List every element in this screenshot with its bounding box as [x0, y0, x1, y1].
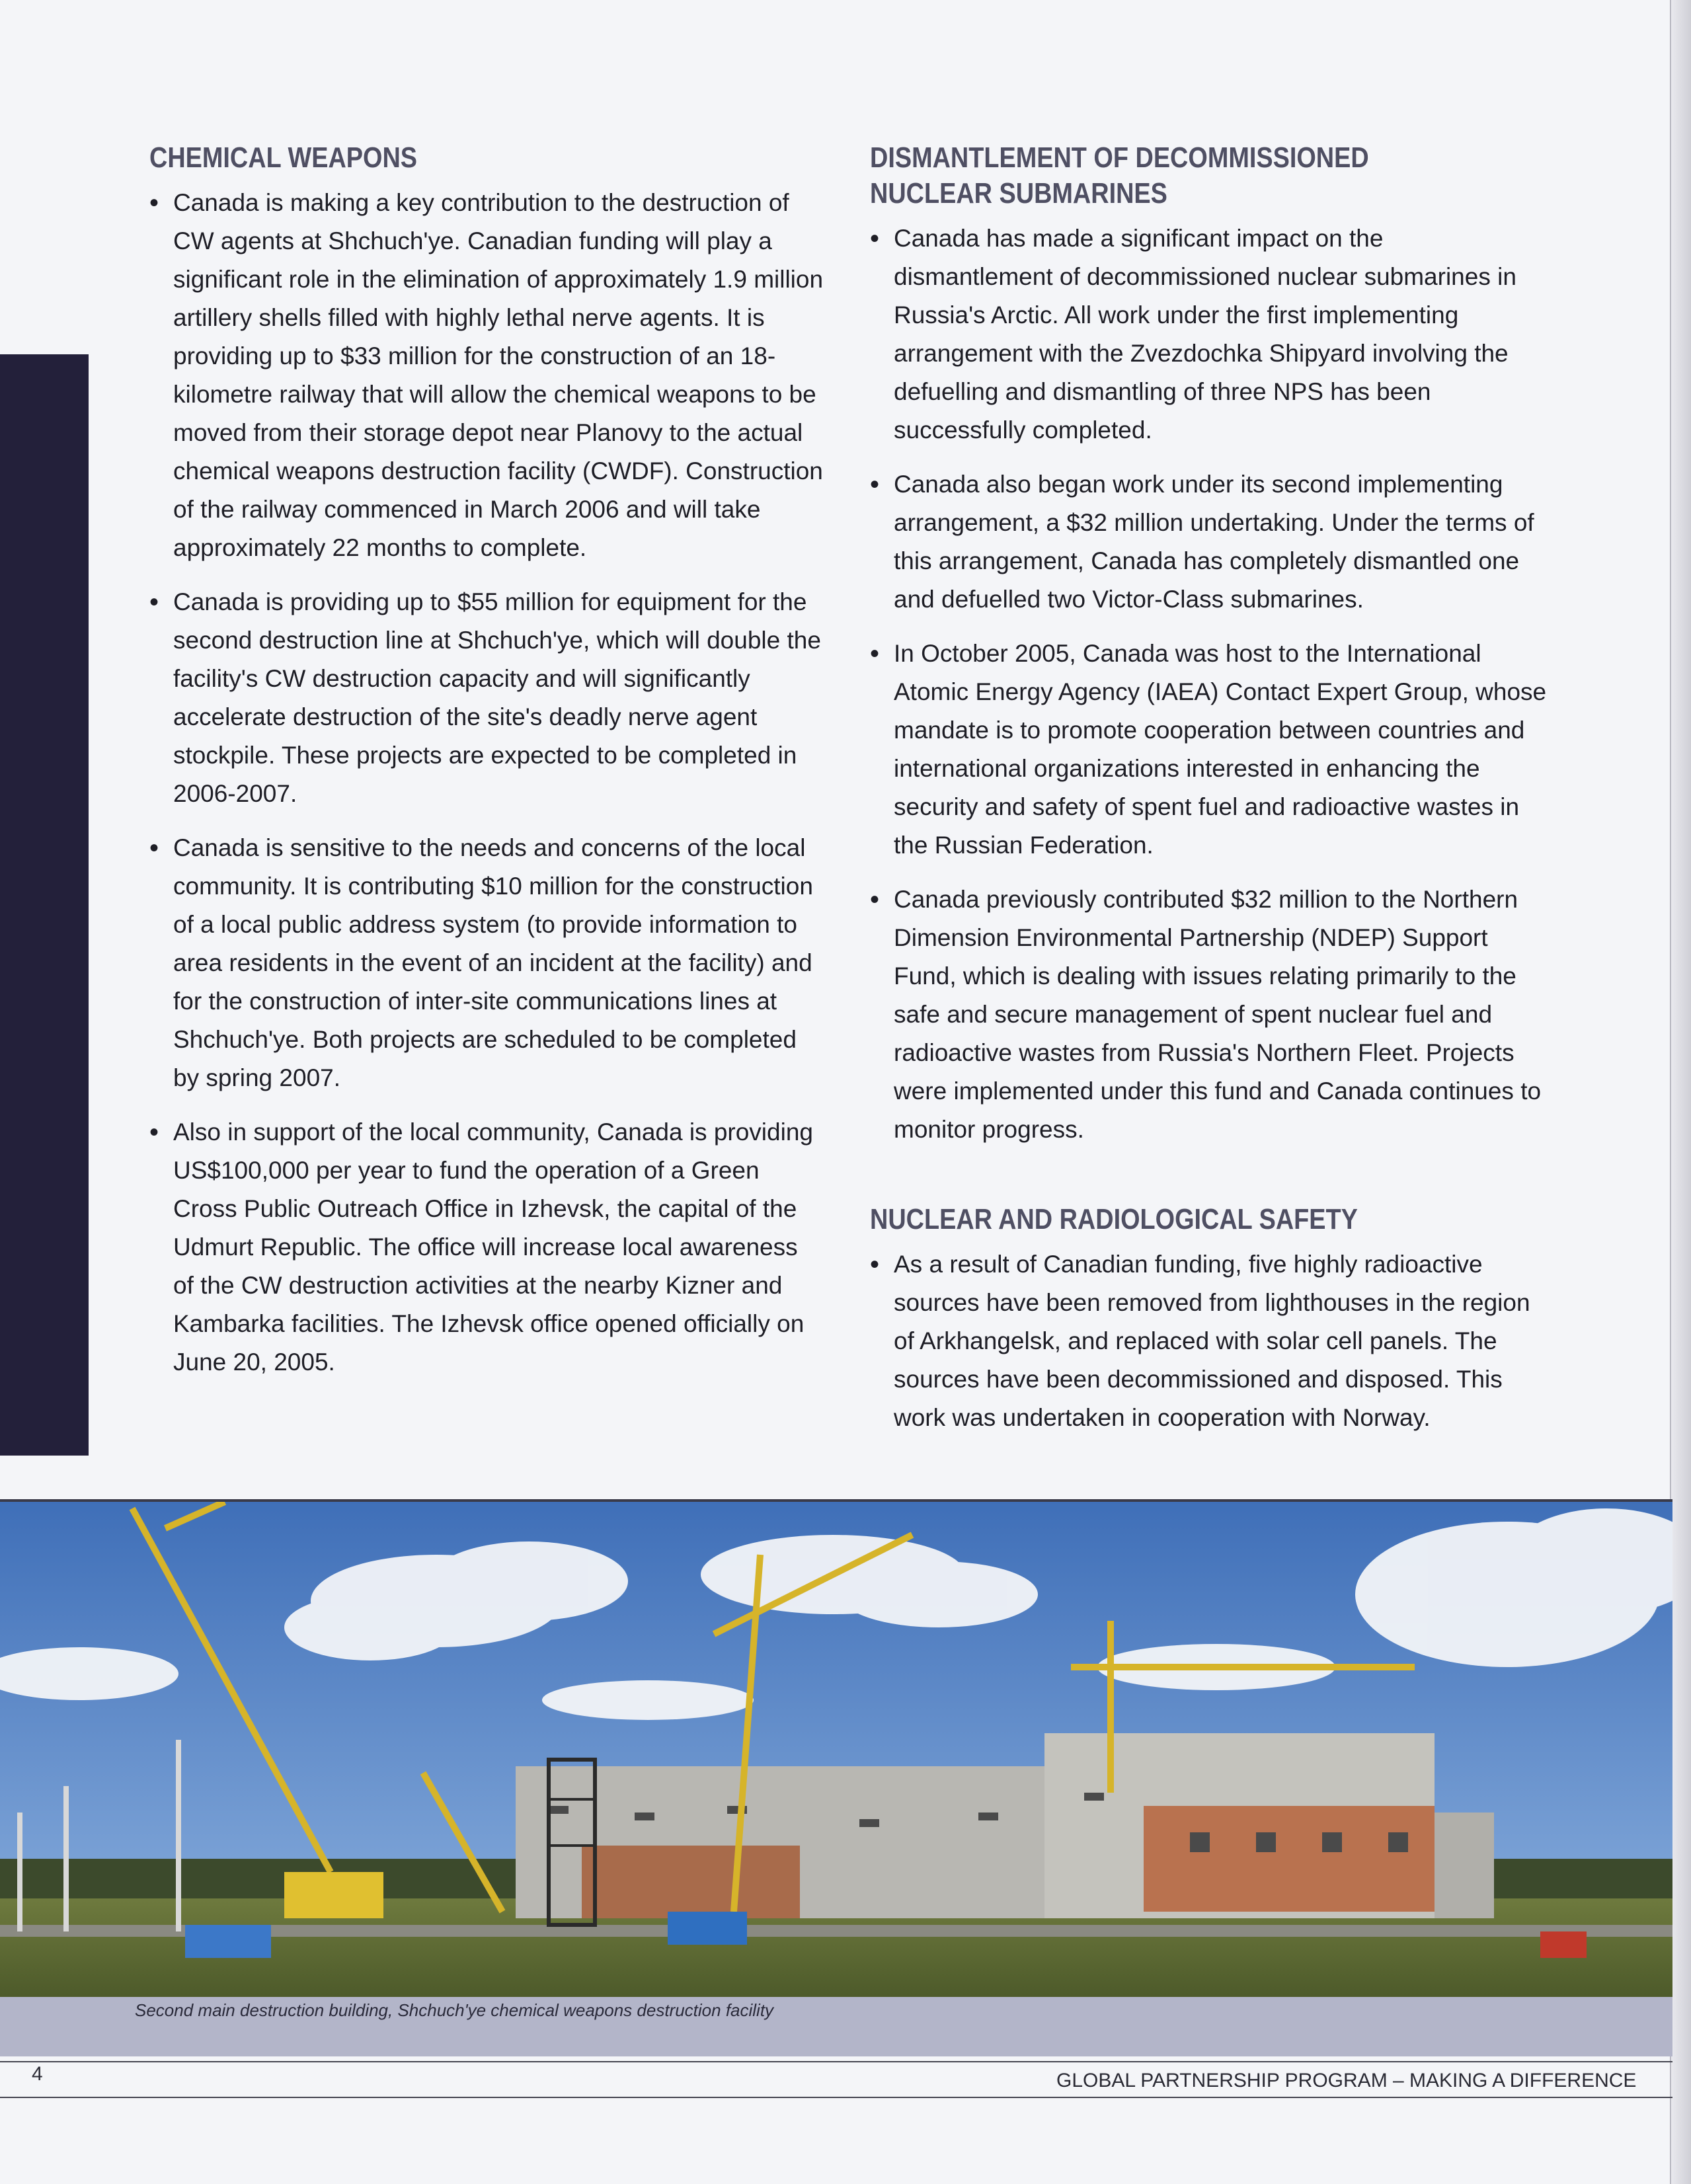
construction-site-illustration [0, 1502, 1672, 1998]
chemical-weapons-list [149, 184, 824, 1382]
chemical-weapons-heading: CHEMICAL WEAPONS [149, 141, 418, 174]
list-item: • Canada is sensitive to the needs and concerns of the local community. It is contributing $10 million for the construction of a local public address system (to provide information to area residents in the event of an incident at the facility) and for the construction of inter-site communications lines at Shchuch'ye. Both projects are scheduled to be completed by spring 2007. [149, 829, 824, 1097]
footer-title: GLOBAL PARTNERSHIP PROGRAM – MAKING A DIFFERENCE [1056, 2070, 1637, 2091]
list-item: • Canada is making a key contribution to the destruction of CW agents at Shchuch'ye. Canadian funding will play a significant role in the elimination of approximately 1.9 million artillery shells filled with highly lethal nerve agents. It is providing up to $33 million for the construction of an 18-kilometre railway that will allow the chemical weapons to be moved from their storage depot near Planovy to the actual chemical weapons destruction facility (CWDF). Construction of the railway commenced in March 2006 and will take approximately 22 months to complete. [149, 184, 824, 567]
submarines-heading-cont [870, 176, 1453, 212]
photo-caption: Second main destruction building, Shchuch'ye chemical weapons destruction facility [135, 2000, 774, 2020]
page-edge [1670, 0, 1691, 2184]
list-item: • Also in support of the local community, Canada is providing US$100,000 per year to fund the operation of a Green Cross Public Outreach Office in Izhevsk, the capital of the Udmurt Republic. The office will increase local awareness of the CW destruction activities at the nearby Kizner and Kambarka facilities. The Izhevsk office opened officially on June 20, 2005. [149, 1113, 824, 1382]
submarines-list [870, 219, 1548, 1149]
submarines-heading-line-1: DISMANTLEMENT OF DECOMMISSIONED [870, 141, 1369, 174]
side-accent-bar [0, 354, 89, 1456]
facility-photo [0, 1499, 1672, 2000]
list-item: • In October 2005, Canada was host to the International Atomic Energy Agency (IAEA) Contact Expert Group, whose mandate is to promote cooperation between countries and international organizations interested in enhancing the security and safety of spent fuel and radioactive wastes in the Russian Federation. [870, 635, 1548, 865]
radiological-safety-heading: NUCLEAR AND RADIOLOGICAL SAFETY [870, 1203, 1358, 1235]
right-column [870, 140, 1548, 1453]
list-item: • Canada previously contributed $32 million to the Northern Dimension Environmental Partnership (NDEP) Support Fund, which is dealing with issues relating primarily to the safe and secure management of spent nuclear fuel and radioactive wastes from Russia's Northern Fleet. Projects were implemented under this fund and Canada continues to monitor progress. [870, 880, 1548, 1149]
submarines-heading [870, 140, 1453, 176]
footer-rule-top [0, 2061, 1672, 2062]
list-item: • Canada is providing up to $55 million for equipment for the second destruction line at Shchuch'ye, which will double the facility's CW destruction capacity and will significantly accelerate destruction of the site's deadly nerve agent stockpile. These projects are expected to be completed in 2006-2007. [149, 583, 824, 813]
footer-rule-bottom [0, 2097, 1672, 2098]
radiological-safety-list [870, 1245, 1548, 1437]
section-gap [870, 1165, 1548, 1202]
list-item: • Canada has made a significant impact on the dismantlement of decommissioned nuclear submarines in Russia's Arctic. All work under the first implementing arrangement with the Zvezdochka Shipyard involving the defuelling and dismantling of three NPS has been successfully completed. [870, 219, 1548, 449]
submarines-heading-line-2: NUCLEAR SUBMARINES [870, 177, 1167, 210]
page-number: 4 [32, 2063, 43, 2085]
left-column [149, 140, 824, 1397]
list-item: • Canada also began work under its second implementing arrangement, a $32 million undertaking. Under the terms of this arrangement, Canada has completely dismantled one and defuelled two Victor-Class submarines. [870, 465, 1548, 619]
list-item: • As a result of Canadian funding, five highly radioactive sources have been removed from lighthouses in the region of Arkhangelsk, and replaced with solar cell panels. The sources have been decommissioned and disposed. This work was undertaken in cooperation with Norway. [870, 1245, 1548, 1437]
